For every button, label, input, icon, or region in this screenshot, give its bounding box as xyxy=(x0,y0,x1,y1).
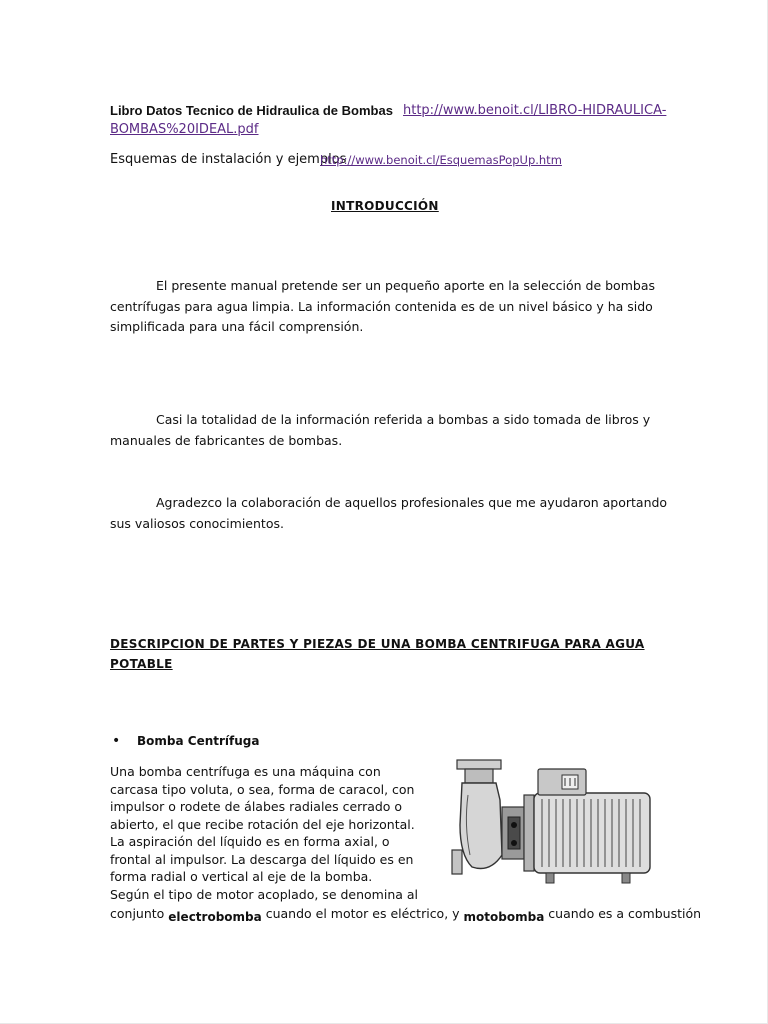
pump-description xyxy=(110,763,430,903)
book-label: Libro Datos Tecnico de Hidraulica de Bombas xyxy=(110,103,393,118)
intro-paragraph-3 xyxy=(110,493,670,534)
book-url-link-line2[interactable]: BOMBAS%20IDEAL.pdf xyxy=(110,122,259,137)
bullet-title: Bomba Centrífuga xyxy=(137,734,260,748)
motor-sentence: Según el tipo de motor acoplado, se denomina al xyxy=(110,886,419,902)
intro-paragraph-1 xyxy=(110,276,670,338)
term-motobomba: motobomba xyxy=(463,910,545,924)
schemes-label: Esquemas de instalación y ejemplos xyxy=(110,152,347,167)
schemes-url-link[interactable]: http://www.benoit.cl/EsquemasPopUp.htm xyxy=(320,153,562,167)
pump-description-text: Una bomba centrífuga es una máquina con carcasa tipo voluta, o sea, forma de caracol, con impulsor o rodete de álabes radiales cerrado o abierto, el que recibe rotación del eje horizontal. La aspiración del líquido es en forma axial, o frontal al impulsor. La descarga del líquido es en forma radial o vertical al eje de la bomba. xyxy=(110,764,415,884)
centrifugal-pump-illustration xyxy=(450,755,660,887)
intro-paragraph-2-text: Casi la totalidad de la información referida a bombas a sido tomada de libros y manuales de fabricantes de bombas. xyxy=(110,412,651,448)
bullet-dot: • xyxy=(112,733,121,749)
term-electrobomba: electrobomba xyxy=(168,910,262,924)
intro-title: INTRODUCCIÓN xyxy=(331,199,439,213)
intro-paragraph-3-text: Agradezco la colaboración de aquellos profesionales que me ayudaron aportando sus valiosos conocimientos. xyxy=(110,495,668,531)
intro-paragraph-2 xyxy=(110,410,670,451)
section-title: DESCRIPCION DE PARTES Y PIEZAS DE UNA BOMBA CENTRIFUGA PARA AGUA POTABLE xyxy=(110,637,645,671)
last-line-part3: cuando es a combustión xyxy=(548,906,702,921)
last-line xyxy=(110,906,702,924)
intro-paragraph-1-text: El presente manual pretende ser un pequeño aporte en la selección de bombas centrífugas para agua limpia. La información contenida es de un nivel básico y ha sido simplificada para una fácil comprensión. xyxy=(110,278,655,334)
book-url-link-line1[interactable]: http://www.benoit.cl/LIBRO-HIDRAULICA- xyxy=(403,103,667,118)
last-line-part2: cuando el motor es eléctrico, y xyxy=(265,906,460,921)
last-line-part1: conjunto xyxy=(110,906,165,921)
